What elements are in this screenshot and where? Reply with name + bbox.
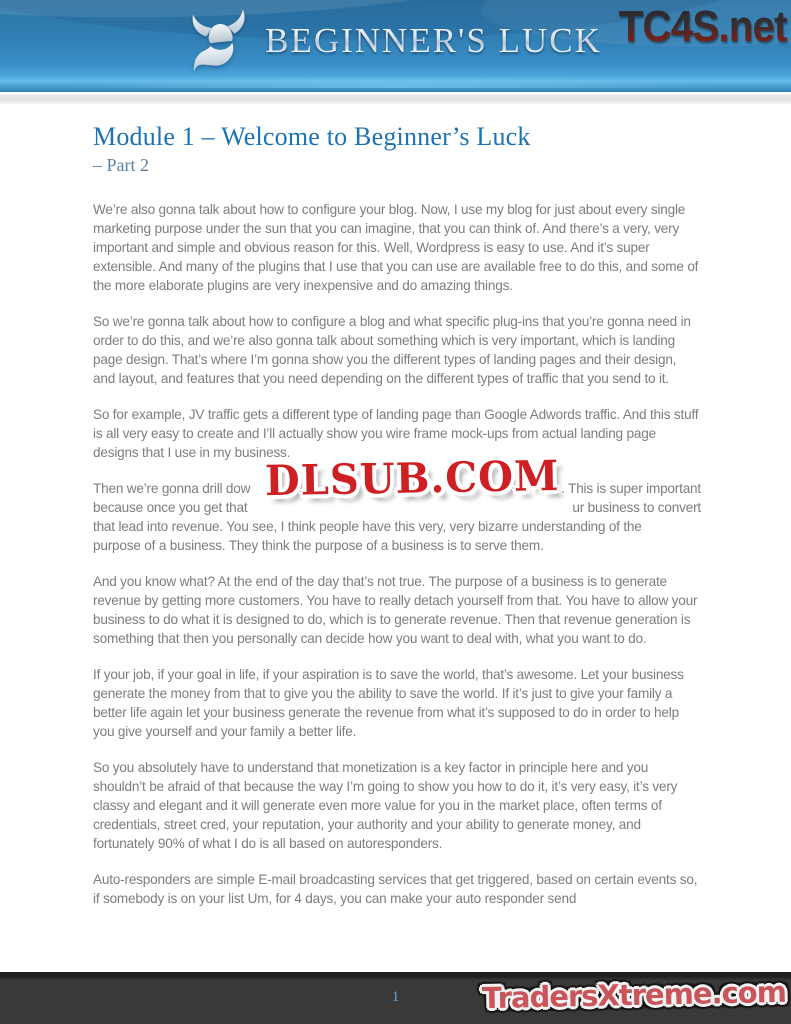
- paragraphs: [93, 200, 701, 908]
- page-number: 1: [391, 989, 400, 1005]
- paragraph: So for example, JV traffic gets a different type of landing page than Google Adwords traffic. And this stuff is all very easy to create and I’ll actually show you wire frame mock-ups from actual landing page designs that I use in my business.: [93, 407, 699, 460]
- page-title: Module 1 – Welcome to Beginner’s Luck: [93, 122, 531, 151]
- paragraph-line: purpose of a business. They think the purpose of a business is to serve them.: [93, 538, 544, 553]
- header-banner: [0, 0, 791, 92]
- viking-helmet-icon: [186, 4, 257, 78]
- paragraph-line: Then we’re gonna drill dow . This is super important: [93, 481, 701, 496]
- paragraph: So you absolutely have to understand that monetization is a key factor in principle here and you shouldn’t be afraid of that because the way I’m going to show you how to do it, it’s very easy, it’s very classy and elegant and it will generate even more value for you in the market place, often terms of credentials, street cred, your reputation, your authority and your ability to generate money, and fortunately 90% of what I do is all based on autoresponders.: [93, 760, 678, 851]
- document-content: [93, 104, 701, 925]
- paragraph-line: because once you get that ur business to convert: [93, 500, 701, 515]
- paragraph-line: that lead into revenue. You see, I think people have this very, very bizarre understanding of the: [93, 519, 642, 534]
- page-subtitle: – Part 2: [93, 155, 149, 175]
- footer-bar: [0, 972, 791, 1024]
- paragraph: If your job, if your goal in life, if your aspiration is to save the world, that’s awesome. Let your business generate the money from that to give you the ability to save the world. If it’s just to give your family a better life again let your business generate the revenue from what it’s supposed to do in order to help you give yourself and your family a better life.: [93, 667, 684, 739]
- paragraph: And you know what? At the end of the day that’s not true. The purpose of a business is to generate revenue by getting more customers. You have to really detach yourself from that. You have to allow your business to do what it is designed to do, which is to generate revenue. Then that revenue generation is something that then you personally can decide how you want to deal with, what you want to do.: [93, 574, 698, 646]
- logo-text: BEGINNER'S LUCK: [265, 21, 602, 60]
- paragraph: We’re also gonna talk about how to configure your blog. Now, I use my blog for just about every single marketing purpose under the sun that you can imagine, that you can think of. And there’s a very, very important and simple and obvious reason for this. Well, Wordpress is easy to use. And it’s super extensible. And many of the plugins that I use that you can use are available free to do this, and some of the more elaborate plugins are very inexpensive and do amazing things.: [93, 202, 699, 293]
- paragraph: Auto-responders are simple E-mail broadcasting services that get triggered, based on certain events so, if somebody is on your list Um, for 4 days, you can make your auto responder send: [93, 872, 698, 906]
- paragraph-obscured: [93, 451, 701, 555]
- dlsub-watermark: DLSUB.COM: [264, 451, 560, 506]
- tradersxtreme-watermark: TradersXtreme.com: [481, 974, 787, 1016]
- paragraph: So we’re gonna talk about how to configure a blog and what specific plug-ins that you’re gonna need in order to do this, and we’re also gonna talk about something which is very important, which is landing page design. That’s where I’m gonna show you the different types of landing pages and their design, and layout, and features that you need depending on the different types of traffic that you send to it.: [93, 314, 691, 386]
- tc4s-watermark: TC4S.net: [618, 2, 787, 51]
- header-divider: [0, 92, 791, 104]
